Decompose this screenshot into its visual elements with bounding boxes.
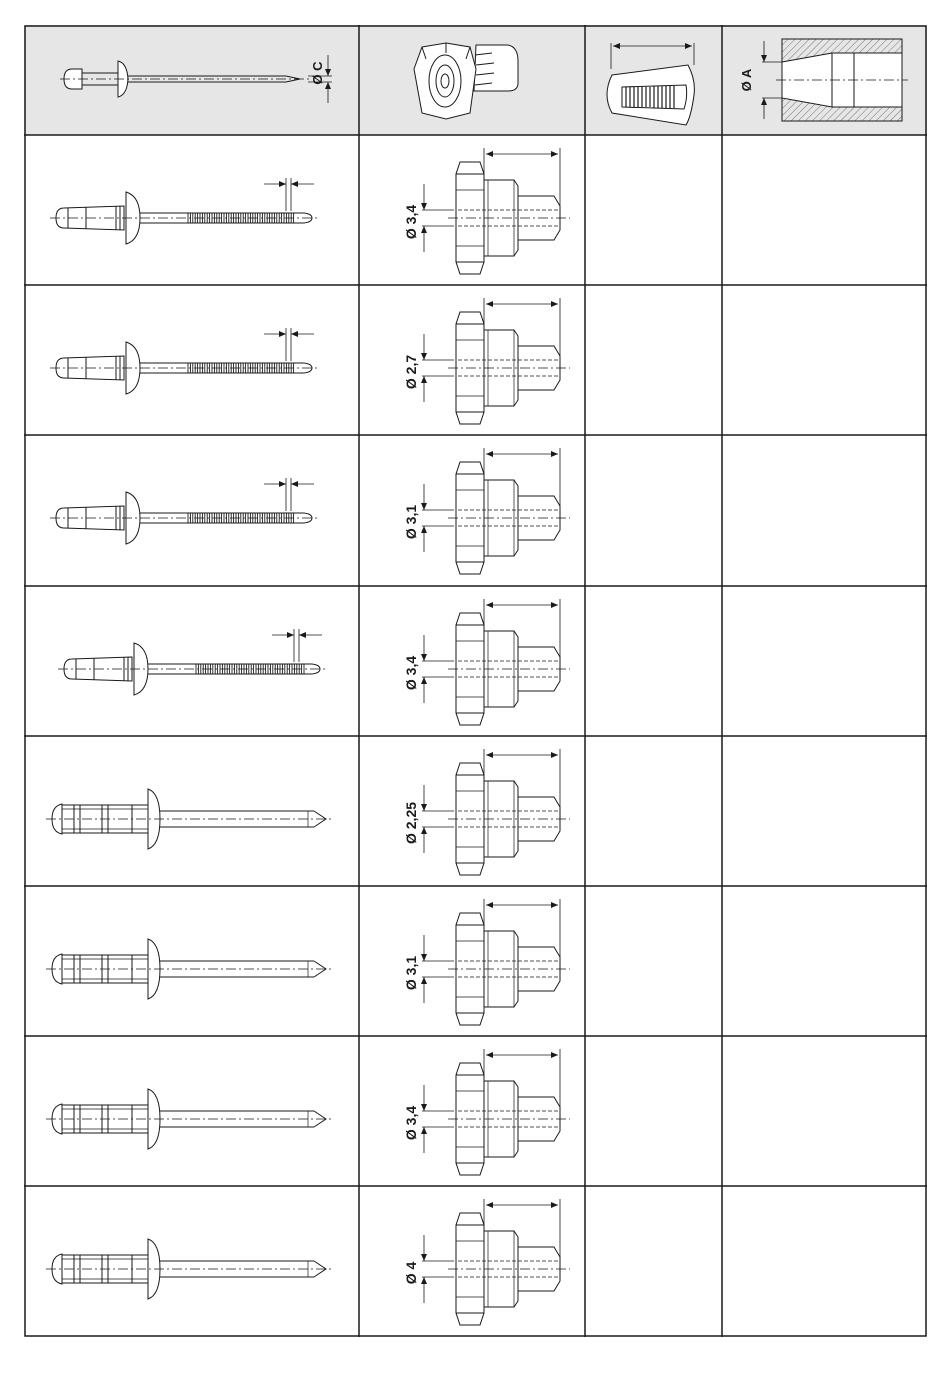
nose-diameter-label: Ø 3,1 [403,955,419,991]
bore-cell-empty [724,588,924,734]
jaw-cell-empty [587,1038,720,1184]
table-row [46,738,924,884]
nose-diameter-label: Ø 4 [403,1261,419,1285]
table-row [46,888,924,1034]
nosepiece-drawing [403,749,570,875]
table-row [50,437,924,583]
table-row [46,1038,924,1184]
bore-cell-empty [724,137,924,283]
nosepiece-drawing [403,298,570,424]
rivet-drawing [58,629,328,695]
header-bore-section-drawing [762,39,908,121]
rivet-drawing [50,478,320,544]
bore-cell-empty [724,1038,924,1184]
nose-diameter-label: Ø 3,4 [403,204,419,240]
table-row [58,588,924,734]
rivet-drawing [46,1239,332,1299]
rivet-drawing [46,789,332,849]
bore-cell-empty [724,738,924,884]
nosepiece-drawing [403,148,570,274]
table-row [46,1188,924,1334]
nosepiece-drawing [403,1049,570,1175]
nose-diameter-label: Ø 2,25 [403,801,419,845]
rivet-nosepiece-table [24,25,927,1337]
jaw-cell-empty [587,1188,720,1334]
rivet-diameter-label: Ø C [310,61,325,85]
bore-diameter-label: Ø A [739,68,754,92]
nose-diameter-label: Ø 3,1 [403,504,419,540]
nose-diameter-label: Ø 3,4 [403,655,419,691]
jaw-cell-empty [587,437,720,583]
rivet-drawing [46,1089,332,1149]
nosepiece-drawing [403,1199,570,1325]
nosepiece-drawing [403,899,570,1025]
rivet-drawing [50,328,320,394]
rivet-drawing [46,939,332,999]
bore-cell-empty [724,888,924,1034]
nose-diameter-label: Ø 2,7 [403,354,419,390]
jaw-cell-empty [587,287,720,433]
table-row [50,137,924,283]
bore-cell-empty [724,1188,924,1334]
nosepiece-drawing [403,448,570,574]
jaw-cell-empty [587,137,720,283]
jaw-cell-empty [587,738,720,884]
jaw-cell-empty [587,888,720,1034]
nose-diameter-label: Ø 3,4 [403,1105,419,1141]
table-row [50,287,924,433]
bore-cell-empty [724,287,924,433]
bore-cell-empty [724,437,924,583]
rivet-drawing [50,178,320,244]
nosepiece-drawing [403,599,570,725]
jaw-cell-empty [587,588,720,734]
